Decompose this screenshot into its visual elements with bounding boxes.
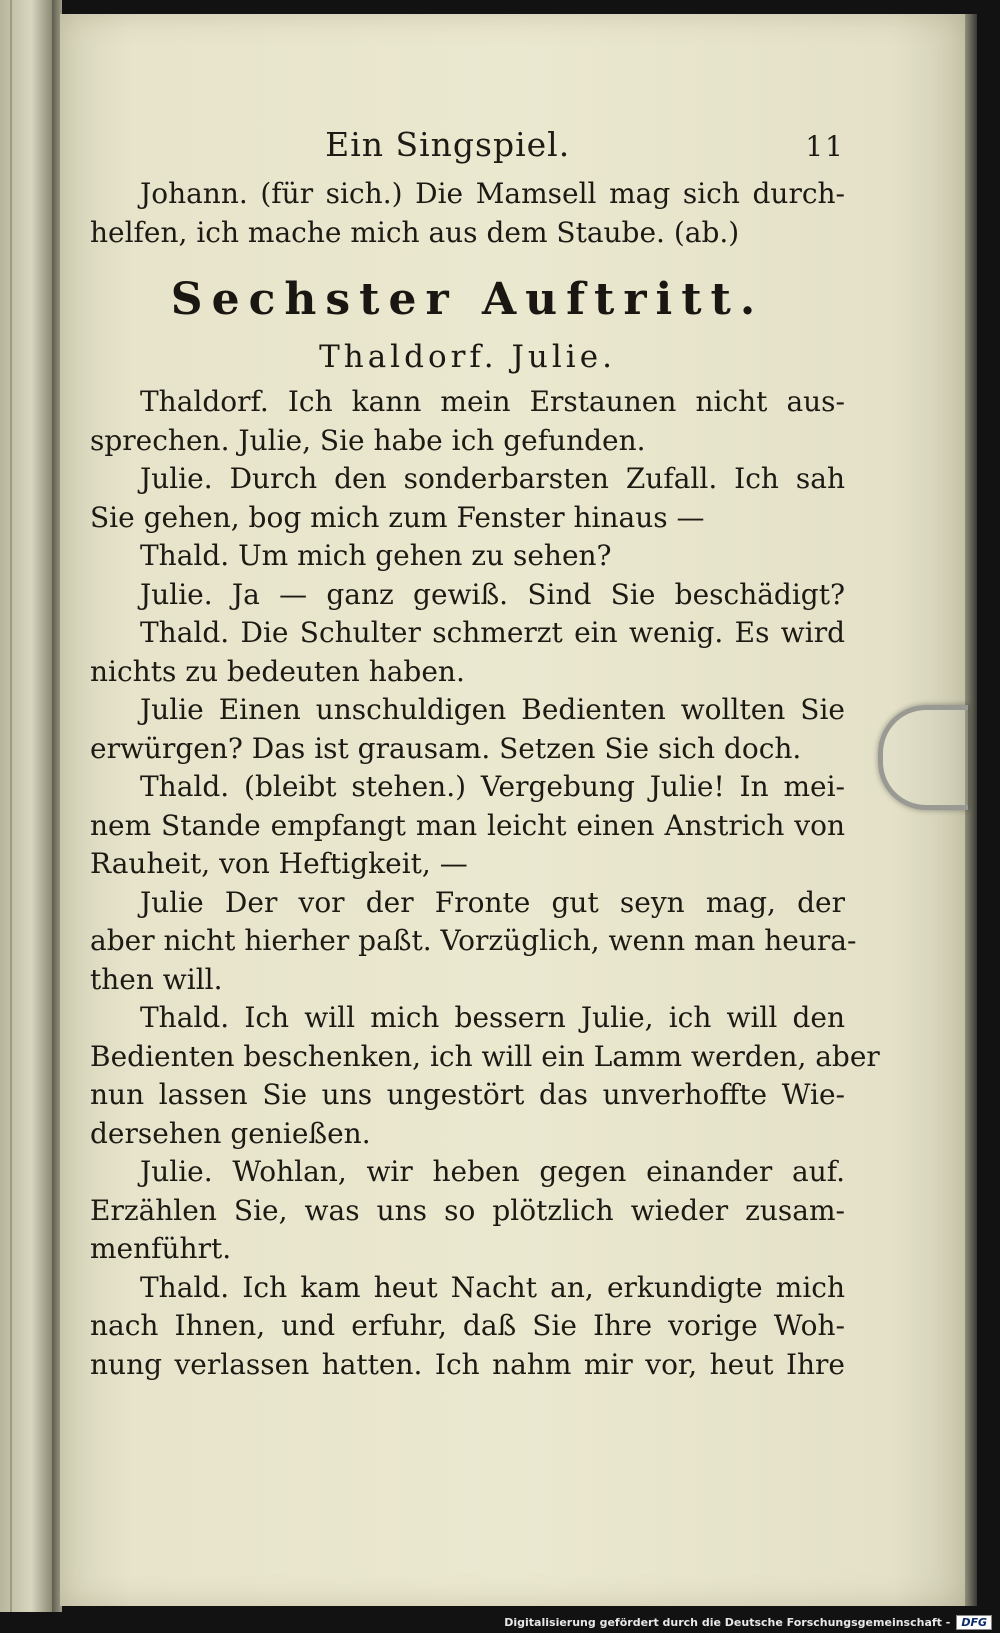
- text-line: erwürgen? Das ist grausam. Setzen Sie sich doch.: [90, 731, 802, 765]
- text-line: Thald. (bleibt stehen.) Vergebung Julie! In mei-: [140, 770, 845, 803]
- scene-heading: Sechster Auftritt.: [170, 274, 765, 325]
- page-text: [90, 125, 880, 1384]
- scene-persons: Thaldorf. Julie.: [319, 339, 616, 375]
- text-line: Sie gehen, bog mich zum Fenster hinaus —: [90, 500, 705, 534]
- running-title: Ein Singspiel.: [325, 125, 571, 164]
- text-line: Thaldorf. Ich kann mein Erstaunen nicht aus-: [140, 385, 845, 418]
- text-line: Thald. Um mich gehen zu sehen?: [140, 539, 612, 572]
- text-line: Julie. Wohlan, wir heben gegen einander auf.: [140, 1155, 845, 1188]
- text-line: Julie. Durch den sonderbarsten Zufall. Ich sah: [140, 462, 845, 495]
- text-line: Julie. Ja — ganz gewiß. Sind Sie beschädigt?: [140, 577, 845, 611]
- text-line: sprechen. Julie, Sie habe ich gefunden.: [90, 423, 646, 457]
- text-line: aber nicht hierher paßt. Vorzüglich, wenn man heura-: [90, 924, 857, 957]
- page-right-edge: [965, 14, 977, 1606]
- text-line: nung verlassen hatten. Ich nahm mir vor, heut Ihre: [90, 1347, 845, 1381]
- running-header: [90, 125, 845, 175]
- dfg-logo-icon: DFG: [956, 1615, 992, 1630]
- text-line: Thald. Ich will mich bessern Julie, ich will den: [140, 1001, 845, 1034]
- digitization-footer: [504, 1615, 992, 1630]
- text-line: helfen, ich mache mich aus dem Staube. (ab.): [90, 215, 740, 249]
- text-line: Julie Der vor der Fronte gut seyn mag, der: [140, 885, 845, 919]
- text-line: then will.: [90, 962, 223, 996]
- left-page-edge: [0, 0, 52, 1612]
- left-page-fold: [10, 0, 12, 1612]
- page-number: 11: [805, 130, 845, 163]
- text-line: Julie Einen unschuldigen Bedienten wollten Sie: [140, 693, 845, 726]
- text-line: menführt.: [90, 1232, 232, 1265]
- page-clip: [878, 705, 968, 810]
- text-line: dersehen genießen.: [90, 1116, 371, 1150]
- text-line: nach Ihnen, und erfuhr, daß Sie Ihre vorige Woh-: [90, 1309, 845, 1342]
- footer-text: Digitalisierung gefördert durch die Deutsche Forschungsgemeinschaft -: [504, 1616, 951, 1629]
- text-line: Bedienten beschenken, ich will ein Lamm werden, aber: [90, 1039, 880, 1073]
- text-line: Erzählen Sie, was uns so plötzlich wieder zusam-: [90, 1193, 845, 1227]
- text-line: nem Stande empfangt man leicht einen Anstrich von: [90, 808, 845, 842]
- text-line: Rauheit, von Heftigkeit, —: [90, 847, 468, 880]
- text-line: Thald. Die Schulter schmerzt ein wenig. Es wird: [140, 616, 845, 649]
- text-line: nun lassen Sie uns ungestört das unverhoffte Wie-: [90, 1078, 845, 1111]
- text-line: Thald. Ich kam heut Nacht an, erkundigte mich: [140, 1270, 845, 1304]
- text-line: Johann. (für sich.) Die Mamsell mag sich durch-: [140, 177, 845, 210]
- text-line: nichts zu bedeuten haben.: [90, 654, 465, 688]
